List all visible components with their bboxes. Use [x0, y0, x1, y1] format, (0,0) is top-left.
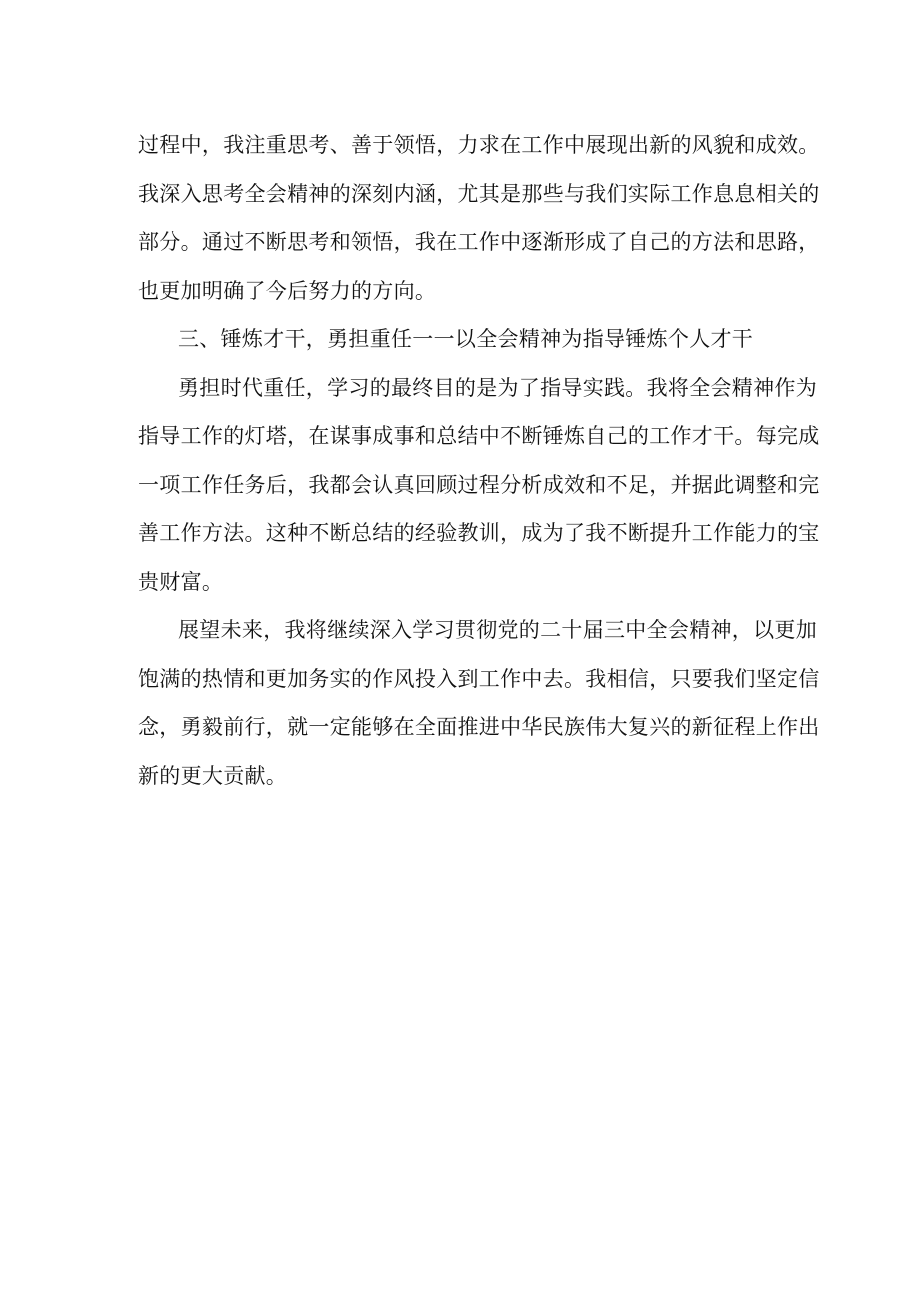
text-line: 我深入思考全会精神的深刻内涵，尤其是那些与我们实际工作息息相关的	[138, 181, 820, 206]
text-line: 部分。通过不断思考和领悟，我在工作中逐渐形成了自己的方法和思路，	[138, 230, 820, 254]
text-line: 念，勇毅前行，就一定能够在全面推进中华民族伟大复兴的新征程上作出	[138, 715, 820, 739]
text-line: 善工作方法。这种不断总结的经验教训，成为了我不断提升工作能力的宝	[138, 521, 820, 545]
text-line: 也更加明确了今后努力的方向。	[138, 278, 437, 303]
paragraph	[138, 606, 820, 800]
section-heading-text: 三、锤炼才干，勇担重任一一以全会精神为指导锤炼个人才干	[178, 327, 754, 351]
text-line: 勇担时代重任，学习的最终目的是为了指导实践。我将全会精神作为	[178, 375, 817, 400]
text-line: 饱满的热情和更加务实的作风投入到工作中去。我相信，只要我们坚定信	[138, 666, 820, 691]
text-line: 新的更大贡献。	[138, 763, 288, 788]
text-line: 过程中，我注重思考、善于领悟，力求在工作中展现出新的风貌和成效。	[138, 133, 820, 157]
text-line: 展望未来，我将继续深入学习贯彻党的二十届三中全会精神，以更加	[178, 618, 817, 642]
text-line: 一项工作任务后，我都会认真回顾过程分析成效和不足，并据此调整和完	[138, 472, 820, 497]
section-heading	[138, 315, 788, 364]
paragraph	[138, 364, 820, 607]
text-line: 贵财富。	[138, 569, 224, 594]
document-body	[138, 121, 820, 800]
paragraph-continuation	[138, 121, 820, 315]
text-line: 指导工作的灯塔，在谋事成事和总结中不断锤炼自己的工作才干。每完成	[138, 424, 820, 448]
